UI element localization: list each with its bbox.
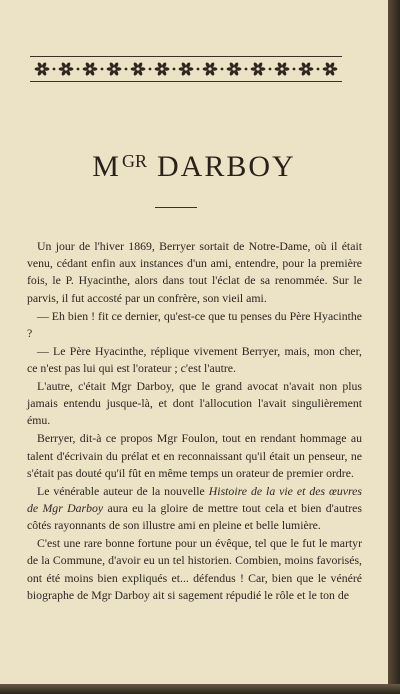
- body-text: [27, 238, 362, 605]
- ornament-dot: [293, 68, 296, 71]
- ornament-flower-icon: [107, 62, 122, 77]
- ornament-dot: [53, 68, 56, 71]
- ornament-dot: [125, 68, 128, 71]
- title-divider-rule: [155, 207, 197, 208]
- page-edge-shadow: [388, 0, 400, 694]
- ornament-flower-icon: [179, 62, 194, 77]
- ornament-dot: [317, 68, 320, 71]
- ornament-flower-icon: [35, 62, 50, 77]
- ornament-dot: [77, 68, 80, 71]
- ornament-flower-icon: [299, 62, 314, 77]
- paragraph-2: — Eh bien ! fit ce dernier, qu'est-ce que tu penses du Père Hyacinthe ?: [27, 308, 362, 340]
- ornament-flower-icon: [155, 62, 170, 77]
- ornament-flower-icon: [83, 62, 98, 77]
- paragraph-1: Un jour de l'hiver 1869, Berryer sortait de Notre-Dame, où il était venu, cédant enfin aux instances d'un ami, entendre, pour la première fois, le P. Hyacinthe, alors dans tout l'éclat de sa renommée. Sur le parvis, il fut accosté par un confrère, son vieil ami.: [27, 239, 362, 305]
- ornament-dot: [101, 68, 104, 71]
- ornament-flower-icon: [131, 62, 146, 77]
- floral-ornament-icon: [30, 57, 342, 81]
- ornament-flower-icon: [275, 62, 290, 77]
- ornament-dot: [221, 68, 224, 71]
- paragraph-6-after: aura eu la gloire de mettre tout cela et bien d'autres côtés rayonnants de son illustre ami en pleine et belle lumière.: [27, 501, 362, 533]
- ornament-dot: [197, 68, 200, 71]
- ornament-flower-icon: [323, 62, 338, 77]
- ornament-dot: [269, 68, 272, 71]
- ornament-flower-icon: [251, 62, 266, 77]
- paragraph-5: Berryer, dit-à ce propos Mgr Foulon, tout en rendant hommage au talent d'écrivain du prélat et en reconnaissant qu'il était un penseur, ne s'était pas douté qu'il fût en même temps un orateur de premier ordre.: [27, 431, 362, 480]
- ornament-flower-icon: [203, 62, 218, 77]
- ornament-dot: [245, 68, 248, 71]
- ornament-flower-icon: [227, 62, 242, 77]
- paragraph-7: C'est une rare bonne fortune pour un évêque, tel que le fut le martyr de la Commune, d'avoir eu un tel historien. Combien, moins favorisés, ont été moins bien expliqués et... défendus ! Car, bien que le vénéré biographe de Mgr Darboy ait si sagement répudié le rôle et le ton de: [27, 536, 362, 602]
- ornament-flower-icon: [59, 62, 74, 77]
- ornament-dot: [149, 68, 152, 71]
- paragraph-4: L'autre, c'était Mgr Darboy, que le grand avocat n'avait non plus jamais entendu jusque-là, et dont l'allocution l'avait singulièrement ému.: [27, 379, 362, 428]
- page-title: [0, 150, 388, 184]
- paragraph-6: [27, 483, 362, 535]
- title-prefix: $M^{GR}$: [92, 150, 147, 183]
- ornamental-header-band: [30, 56, 342, 82]
- page-bottom-shadow: [0, 684, 400, 694]
- paragraph-6-before: Le vénérable auteur de la nouvelle: [37, 483, 209, 498]
- title-name: DARBOY: [157, 150, 296, 183]
- title-prefix-sup: GR: [121, 151, 147, 171]
- book-title-italic: Histoire de la vie et des œuvres de Mgr Darboy: [27, 483, 362, 516]
- ornament-dot: [173, 68, 176, 71]
- paragraph-3: — Le Père Hyacinthe, réplique vivement Berryer, mais, mon cher, ce n'est pas lui qui est l'orateur ; c'est l'autre.: [27, 343, 362, 376]
